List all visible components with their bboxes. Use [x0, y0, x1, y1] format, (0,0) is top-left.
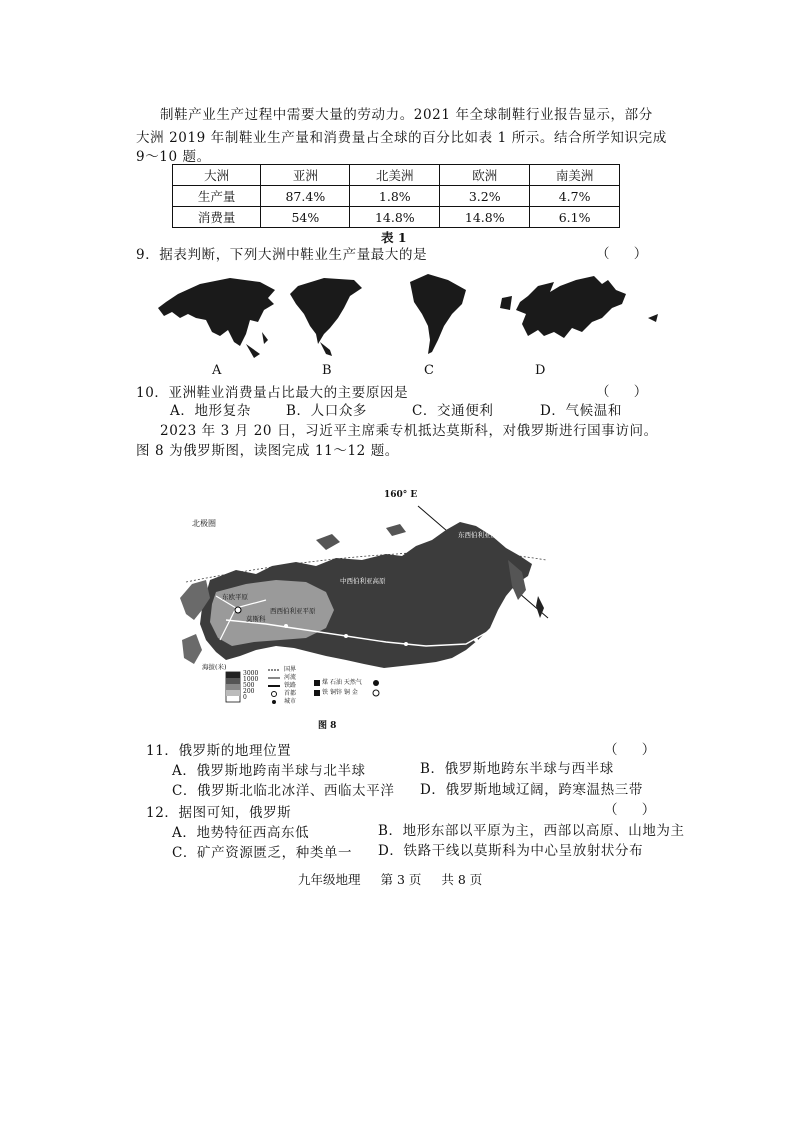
city-marker: [284, 624, 288, 628]
table-cell: 消费量: [173, 207, 261, 228]
q10-option-b: B．人口众多: [286, 403, 368, 419]
option-label-b: B: [322, 363, 332, 378]
table-cell: 87.4%: [261, 186, 350, 207]
footer-page-number: 第 3 页: [380, 872, 422, 887]
longitude-label: 160° E: [384, 490, 418, 500]
legend-line-label: 城市: [284, 698, 297, 705]
legend-mineral-label: 天然气: [343, 679, 362, 686]
map-label-moscow: 莫斯科: [246, 615, 266, 623]
table-cell: 生产量: [173, 186, 261, 207]
legend-mineral-label: 金: [351, 689, 358, 696]
q11-option-c: C．俄罗斯北临北冰洋、西临太平洋: [172, 783, 395, 799]
legend-height-value: 3000: [243, 670, 259, 677]
continent-options-figure: [150, 274, 660, 364]
legend-line-label: 国界: [284, 666, 297, 673]
table-header-cell: 北美洲: [350, 165, 440, 186]
intro-line-1: 制鞋产业生产过程中需要大量的劳动力。2021 年全球制鞋行业报告显示，部分: [160, 107, 653, 123]
table-header-cell: 欧洲: [440, 165, 530, 186]
novaya-zemlya-shape: [316, 534, 340, 550]
q9-stem: 9．据表判断，下列大洲中鞋业生产量最大的是: [136, 247, 428, 263]
q11-stem: 11．俄罗斯的地理位置: [146, 743, 292, 759]
legend-height-value: 500: [243, 682, 255, 689]
option-label-c: C: [424, 363, 434, 378]
option-label-d: D: [535, 363, 546, 378]
city-marker: [474, 638, 478, 642]
legend-height-value: 200: [243, 688, 255, 695]
legend-minerals: [322, 678, 462, 698]
city-marker: [404, 642, 408, 646]
table-cell: 1.8%: [350, 186, 440, 207]
map-label-central-siberian-plateau: 中西伯利亚高原: [340, 577, 386, 585]
table-caption: 表 1: [381, 230, 407, 245]
legend-height-value: 0: [243, 694, 247, 701]
q11-option-b: B．俄罗斯地跨东半球与西半球: [420, 761, 614, 777]
option-label-a: A: [212, 363, 222, 378]
table-row: [173, 186, 620, 207]
table-cell: 14.8%: [350, 207, 440, 228]
table-cell: 4.7%: [530, 186, 620, 207]
legend-height-value: 1000: [243, 676, 259, 683]
island-shape: [536, 596, 544, 618]
q12-option-a: A．地势特征西高东低: [172, 825, 310, 841]
intro2-line-2: 图 8 为俄罗斯图，读图完成 11～12 题。: [136, 443, 399, 459]
footer-total-pages: 共 8 页: [441, 872, 483, 887]
severnaya-zemlya-shape: [386, 524, 406, 536]
q10-stem: 10．亚洲鞋业消费量占比最大的主要原因是: [136, 385, 409, 401]
legend-line-label: 河流: [284, 674, 297, 681]
q11-option-a: A．俄罗斯地跨南半球与北半球: [172, 763, 366, 779]
page-footer: [298, 870, 482, 888]
q10-option-c: C．交通便利: [412, 403, 494, 419]
table-header-row: [173, 165, 620, 186]
map-label-west-siberian-plain: 西西伯利亚平原: [270, 607, 316, 615]
table-header-cell: 亚洲: [261, 165, 350, 186]
q10-answer-paren: （ ）: [596, 384, 658, 400]
intro-line-3: 9～10 题。: [136, 149, 211, 165]
table-row: [173, 207, 620, 228]
legend-mineral-label: 煤: [322, 679, 329, 686]
south-america-silhouette: [410, 274, 466, 354]
intro2-line-1: 2023 年 3 月 20 日，习近平主席乘专机抵达莫斯科，对俄罗斯进行国事访问。: [160, 423, 658, 439]
legend-mineral-label: 铜: [343, 689, 350, 696]
moscow-marker: [235, 607, 241, 613]
intro-line-2: 大洲 2019 年制鞋业生产量和消费量占全球的百分比如表 1 所示。结合所学知识完成: [136, 130, 667, 146]
legend-line-label: 首都: [284, 690, 297, 697]
q12-stem: 12．据图可知，俄罗斯: [146, 805, 292, 821]
legend-mineral-label: 铜锌: [329, 689, 342, 696]
data-table: [172, 164, 620, 228]
q12-option-c: C．矿产资源匮乏，种类单一: [172, 845, 353, 861]
q11-answer-paren: （ ）: [604, 742, 666, 758]
table-cell: 54%: [261, 207, 350, 228]
q10-option-a: A．地形复杂: [170, 403, 251, 419]
north-america-silhouette: [290, 278, 362, 356]
legend-title: 海拔(米): [202, 663, 227, 671]
legend-mineral-label: 铁: [322, 689, 329, 696]
legend-line-label: 铁路: [284, 682, 297, 689]
map-label-east-european-plain: 东欧平原: [222, 593, 248, 601]
legend-mineral-label: 石油: [329, 679, 342, 686]
legend-heights: [243, 671, 258, 701]
q10-option-d: D．气候温和: [540, 403, 622, 419]
arctic-circle-label: 北极圈: [192, 519, 216, 528]
table-header-cell: 大洲: [173, 165, 261, 186]
table-cell: 6.1%: [530, 207, 620, 228]
black-sea-region-shape: [182, 634, 202, 664]
map-caption: 图 8: [318, 721, 337, 731]
q12-answer-paren: （ ）: [604, 802, 666, 818]
q12-option-d: D．铁路干线以莫斯科为中心呈放射状分布: [378, 843, 644, 859]
q9-answer-paren: （ ）: [596, 246, 658, 262]
europe-silhouette: [500, 276, 658, 338]
q11-option-d: D．俄罗斯地域辽阔，跨寒温热三带: [420, 782, 643, 798]
city-marker: [344, 634, 348, 638]
asia-silhouette: [158, 278, 275, 358]
footer-grade: 九年级地理: [298, 872, 361, 887]
map-label-east-siberian-mountains: 东西伯利亚山地: [458, 531, 504, 539]
legend-lines: [284, 666, 296, 706]
table-cell: 3.2%: [440, 186, 530, 207]
q12-option-b: B．地形东部以平原为主，西部以高原、山地为主: [378, 823, 685, 839]
table-header-cell: 南美洲: [530, 165, 620, 186]
table-cell: 14.8%: [440, 207, 530, 228]
